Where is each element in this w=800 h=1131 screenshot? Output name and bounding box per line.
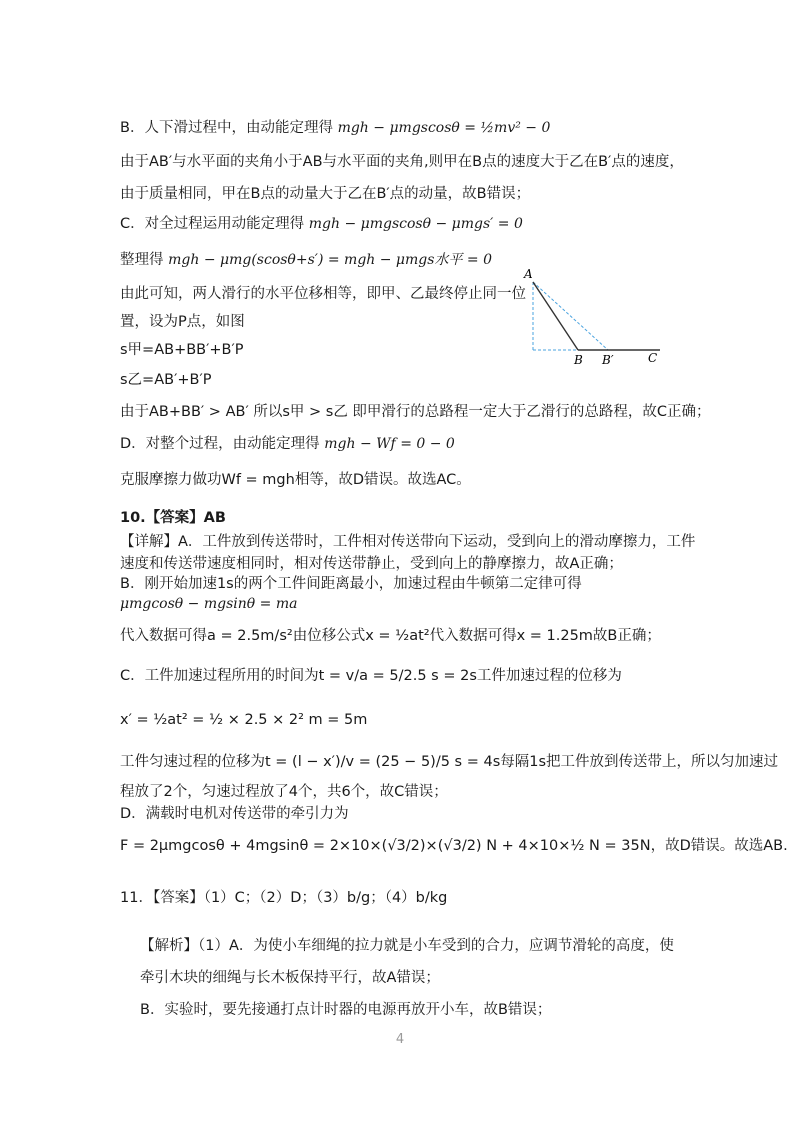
line-q11-analysis-2: 牵引木块的细绳与长木板保持平行，故A错误； <box>140 970 440 986</box>
line-q10-b-3: 代入数据可得a = 2.5m/s²由位移公式x = ½at²代入数据可得x = 1.25m故B正确； <box>120 628 661 644</box>
line-c-conclude-1: 由此可知，两人滑行的水平位移相等，即甲、乙最终停止同一位 <box>120 286 526 302</box>
line-q10-c-3: 工件匀速过程的位移为t = (l − x′)/v = (25 − 5)/5 s = 4s每隔1s把工件放到传送带上，所以匀加速过 <box>120 754 779 770</box>
line-b-mass: 由于质量相同，甲在B点的动量大于乙在B′点的动量，故B错误； <box>120 186 531 202</box>
line-b-angle: 由于AB′与水平面的夹角小于AB与水平面的夹角,则甲在B点的速度大于乙在B′点的速度， <box>120 154 684 170</box>
line-q10-c-2: x′ = ½at² = ½ × 2.5 × 2² m = 5m <box>120 712 368 728</box>
page-number: 4 <box>395 1032 405 1047</box>
incline-figure <box>522 266 672 366</box>
label-b-prime: B′ <box>602 353 614 366</box>
label-c: C <box>648 351 658 365</box>
line-q10-d-2: F = 2μmgcosθ + 4mgsinθ = 2×10×(√3/2)×(√3/2) N + 4×10×½ N = 35N，故D错误。故选AB. <box>120 838 788 854</box>
line-q10-b-1: B．刚开始加速1s的两个工件间距离最小，加速过程由牛顿第二定律可得 <box>120 576 582 592</box>
line-b-intro: B．人下滑过程中，由动能定理得 mgh − μmgscosθ = ½mv² − 0 <box>120 120 551 136</box>
line-q10-a-2: 速度和传送带速度相同时，相对传送带静止，受到向上的静摩擦力，故A正确； <box>120 556 623 572</box>
line-c-intro: C．对全过程运用动能定理得 mgh − μmgscosθ − μmgs′ = 0 <box>120 216 523 232</box>
line-q11-analysis-3: B．实验时，要先接通打点计时器的电源再放开小车，故B错误； <box>140 1002 552 1018</box>
line-q10-b-2: μmgcosθ − mgsinθ = ma <box>120 596 298 612</box>
line-c-simplify: 整理得 mgh − μmg(scosθ+s′) = mgh − μmgs水平 = 0 <box>120 252 492 268</box>
label-b: B <box>574 353 583 366</box>
line-c-compare: 由于AB+BB′ > AB′ 所以s甲 > s乙 即甲滑行的总路程一定大于乙滑行的总路程，故C正确； <box>120 404 711 420</box>
line-q10-c-4: 程放了2个，匀速过程放了4个，共6个，故C错误； <box>120 784 448 800</box>
line-c-s-jia: s甲=AB+BB′+B′P <box>120 342 244 358</box>
line-c-conclude-2: 置，设为P点，如图 <box>120 314 245 330</box>
line-q10-d-1: D．满载时电机对传送带的牵引力为 <box>120 806 349 822</box>
line-c-s-yi: s乙=AB′+B′P <box>120 372 212 388</box>
line-q10-a-1: 【详解】A．工件放到传送带时，工件相对传送带向下运动，受到向上的滑动摩擦力，工件 <box>120 534 696 550</box>
q10-answer: 10.【答案】AB <box>120 510 226 526</box>
label-a: A <box>524 267 533 281</box>
line-d-conclude: 克服摩擦力做功Wf = mgh相等，故D错误。故选AC。 <box>120 472 471 488</box>
line-q11-analysis-1: 【解析】（1）A．为使小车细绳的拉力就是小车受到的合力，应调节滑轮的高度，使 <box>140 938 674 954</box>
line-d-intro: D．对整个过程，由动能定理得 mgh − Wf = 0 − 0 <box>120 436 455 452</box>
q11-answer: 11．【答案】（1）C；（2）D；（3）b/g；（4）b/kg <box>120 890 448 906</box>
incline-ab-line <box>533 282 578 350</box>
line-q10-c-1: C．工件加速过程所用的时间为t = v/a = 5/2.5 s = 2s工件加速过程的位移为 <box>120 668 622 684</box>
